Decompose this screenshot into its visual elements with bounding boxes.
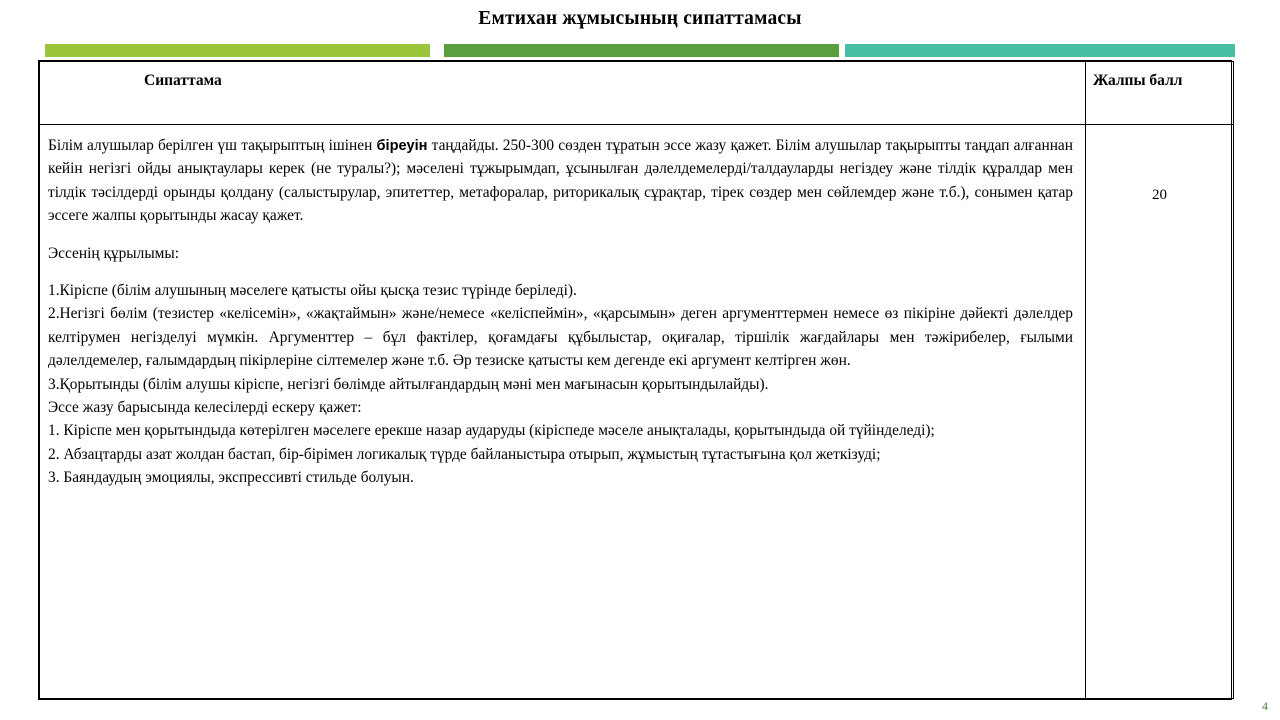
score-value: 20 bbox=[1152, 187, 1167, 203]
header-label-description: Сипаттама bbox=[144, 72, 222, 89]
header-cell-total-score bbox=[1086, 62, 1234, 125]
intro-text-after-bold: таңдайды. 250-300 сөзден тұратын эссе жазу қажет. Білім алушылар тақырыпты таңдап алғаннан кейін негізгі ойды анықтаулары керек (не туралы?); мәселені тұжырымдап, ұсынылған дәлелдемелерді/талдауларды негіздеу және тілдік құралдар мен тілдік тәсілдерді орынды қолдану (салыстырулар, эпитеттер, метафоралар, риторикалық сұрақтар, тірек сөздер мен сөйлемдер және т.б.), сонымен қатар эссеге жалпы қорытынды жасау қажет. bbox=[48, 137, 1073, 225]
bar-teal bbox=[845, 44, 1235, 57]
notes-lead-in: Эссе жазу барысында келесілерді ескеру қажет: bbox=[48, 399, 362, 417]
paragraph-intro bbox=[48, 134, 1073, 228]
body-cell-description bbox=[40, 125, 1086, 699]
table-header-row bbox=[40, 62, 1234, 125]
note-item-3: 3. Баяндаудың эмоциялы, экспрессивті стильде болуын. bbox=[48, 469, 414, 487]
description-table bbox=[38, 60, 1232, 700]
table-body-row bbox=[40, 125, 1234, 699]
header-label-total-score: Жалпы балл bbox=[1093, 72, 1183, 89]
header-cell-description bbox=[40, 62, 1086, 125]
decorative-bars bbox=[45, 44, 1235, 57]
note-item-1: 1. Кіріспе мен қорытындыда көтерілген мәселеге ерекше назар аударуды (кіріспеде мәселе анықталады, қорытындыда ой түйінделеді); bbox=[48, 422, 935, 440]
structure-item-2: 2.Негізгі бөлім (тезистер «келісемін», «жақтаймын» және/немесе «келіспеймін», «қарсымын» деген аргументтермен немесе өз пікіріне дәйекті дәлелдер келтірумен негізделуі мүмкін. Аргументтер – бұл фактілер, қоғамдағы құбылыстар, оқиғалар, тіршілік жағдайлары мен тәжірибелер, ғылыми дәлелдемелер, ғалымдардың пікірлеріне сілтемелер және т.б. Әр тезиске қатысты кем дегенде екі аргумент келтірген жөн. bbox=[48, 305, 1073, 370]
description-content bbox=[40, 125, 1085, 496]
intro-text-before-bold: Білім алушылар берілген үш тақырыптың ішінен bbox=[48, 137, 377, 154]
structure-item-3: 3.Қорытынды (білім алушы кіріспе, негізгі бөлімде айтылғандардың мәні мен мағынасын қорытындылайды). bbox=[48, 375, 769, 393]
page-title: Емтихан жұмысының сипаттамасы bbox=[478, 8, 802, 29]
bar-green bbox=[444, 44, 839, 57]
structure-item-1: 1.Кіріспе (білім алушының мәселеге қатысты ойы қысқа тезис түрінде беріледі). bbox=[48, 282, 577, 300]
structure-heading: Эссенің құрылымы: bbox=[48, 244, 180, 262]
bar-light-green bbox=[45, 44, 430, 57]
slide-number: 4 bbox=[1262, 699, 1268, 713]
body-cell-total-score bbox=[1086, 125, 1234, 699]
note-item-2: 2. Абзацтарды азат жолдан бастап, бір-бірімен логикалық түрде байланыстыра отырып, жұмыстың тұтастығына қол жеткізуді; bbox=[48, 445, 881, 463]
intro-text-bold: біреуін bbox=[376, 138, 428, 154]
